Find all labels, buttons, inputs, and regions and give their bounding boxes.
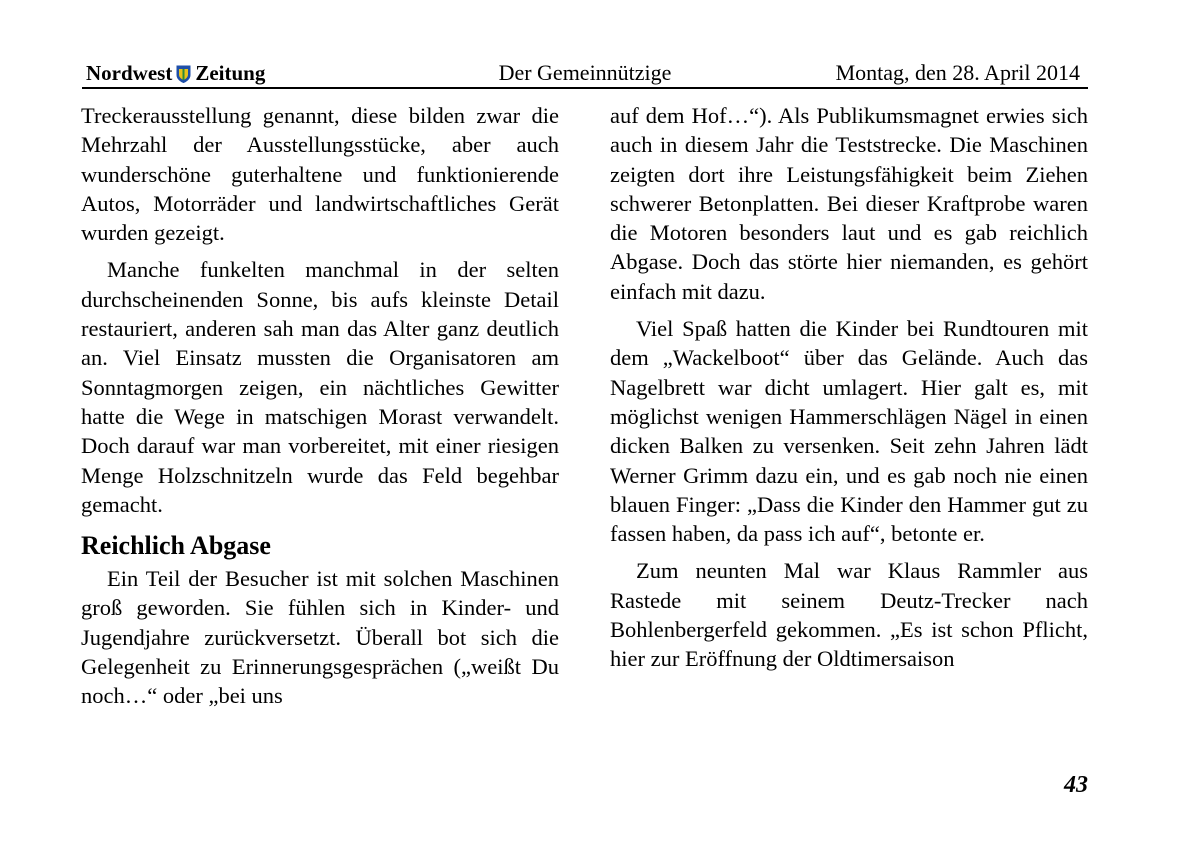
article-paragraph: Ein Teil der Besucher ist mit solchen Maschinen groß geworden. Sie fühlen sich in Kinder- und Jugendjahre zurückversetzt. Überall bot sich die Gelegenheit zu Erinnerungsgesprächen („weißt Du noch…“ oder „bei uns — [81, 566, 559, 709]
masthead-left: Nordwest — [86, 61, 173, 85]
article-paragraph: Viel Spaß hatten die Kinder bei Rundtouren mit dem „Wackelboot“ über das Gelände. Auch das Nagelbrett war dicht umlagert. Hier galt es, mit möglichst wenigen Hammerschlägen Nägel in einen dicken Balken zu versenken. Seit zehn Jahren lädt Werner Grimm dazu ein, und es gab noch nie einen blauen Finger: „Dass die Kinder den Hammer gut zu fassen haben, da pass ich auf“, betonte er. — [610, 316, 1088, 547]
page-number: 43 — [1064, 772, 1088, 798]
masthead-right: Zeitung — [195, 61, 266, 85]
article-paragraph: auf dem Hof…“). Als Publikumsmagnet erwies sich auch in diesem Jahr die Teststrecke. Die Maschinen zeigten dort ihre Leistungsfähigkeit beim Ziehen schwerer Betonplatten. Bei dieser Kraftprobe waren die Motoren besonders laut und es gab reichlich Abgase. Doch das störte hier niemanden, es gehört einfach mit dazu. — [610, 103, 1088, 304]
section-heading: Reichlich Abgase — [81, 531, 271, 561]
article-paragraph: Manche funkelten manchmal in der selten durchscheinenden Sonne, bis aufs kleinste Detail restauriert, anderen sah man das Alter ganz deutlich an. Viel Einsatz mussten die Organisatoren am Sonntagmorgen zeigen, ein nächtliches Gewitter hatte die Wege in matschigen Morast verwandelt. Doch darauf war man vorbereitet, mit einer riesigen Menge Holzschnitzeln wurde das Feld begehbar gemacht. — [81, 257, 559, 517]
issue-date: Montag, den 28. April 2014 — [835, 60, 1080, 85]
edition-title: Der Gemeinnützige — [498, 60, 672, 85]
article-paragraph: Zum neunten Mal war Klaus Rammler aus Rastede mit seinem Deutz-Trecker nach Bohlenbergerfeld gekommen. „Es ist schon Pflicht, hier zur Eröffnung der Oldtimersaison — [610, 558, 1088, 672]
article-paragraph: Treckerausstellung genannt, diese bilden zwar die Mehrzahl der Ausstellungsstücke, aber auch wunderschöne guterhaltene und funktionierende Autos, Motorräder und landwirtschaftliches Gerät wurden gezeigt. — [81, 103, 559, 246]
right-column — [610, 101, 1088, 682]
left-column — [81, 101, 559, 719]
page-header — [82, 57, 1088, 89]
